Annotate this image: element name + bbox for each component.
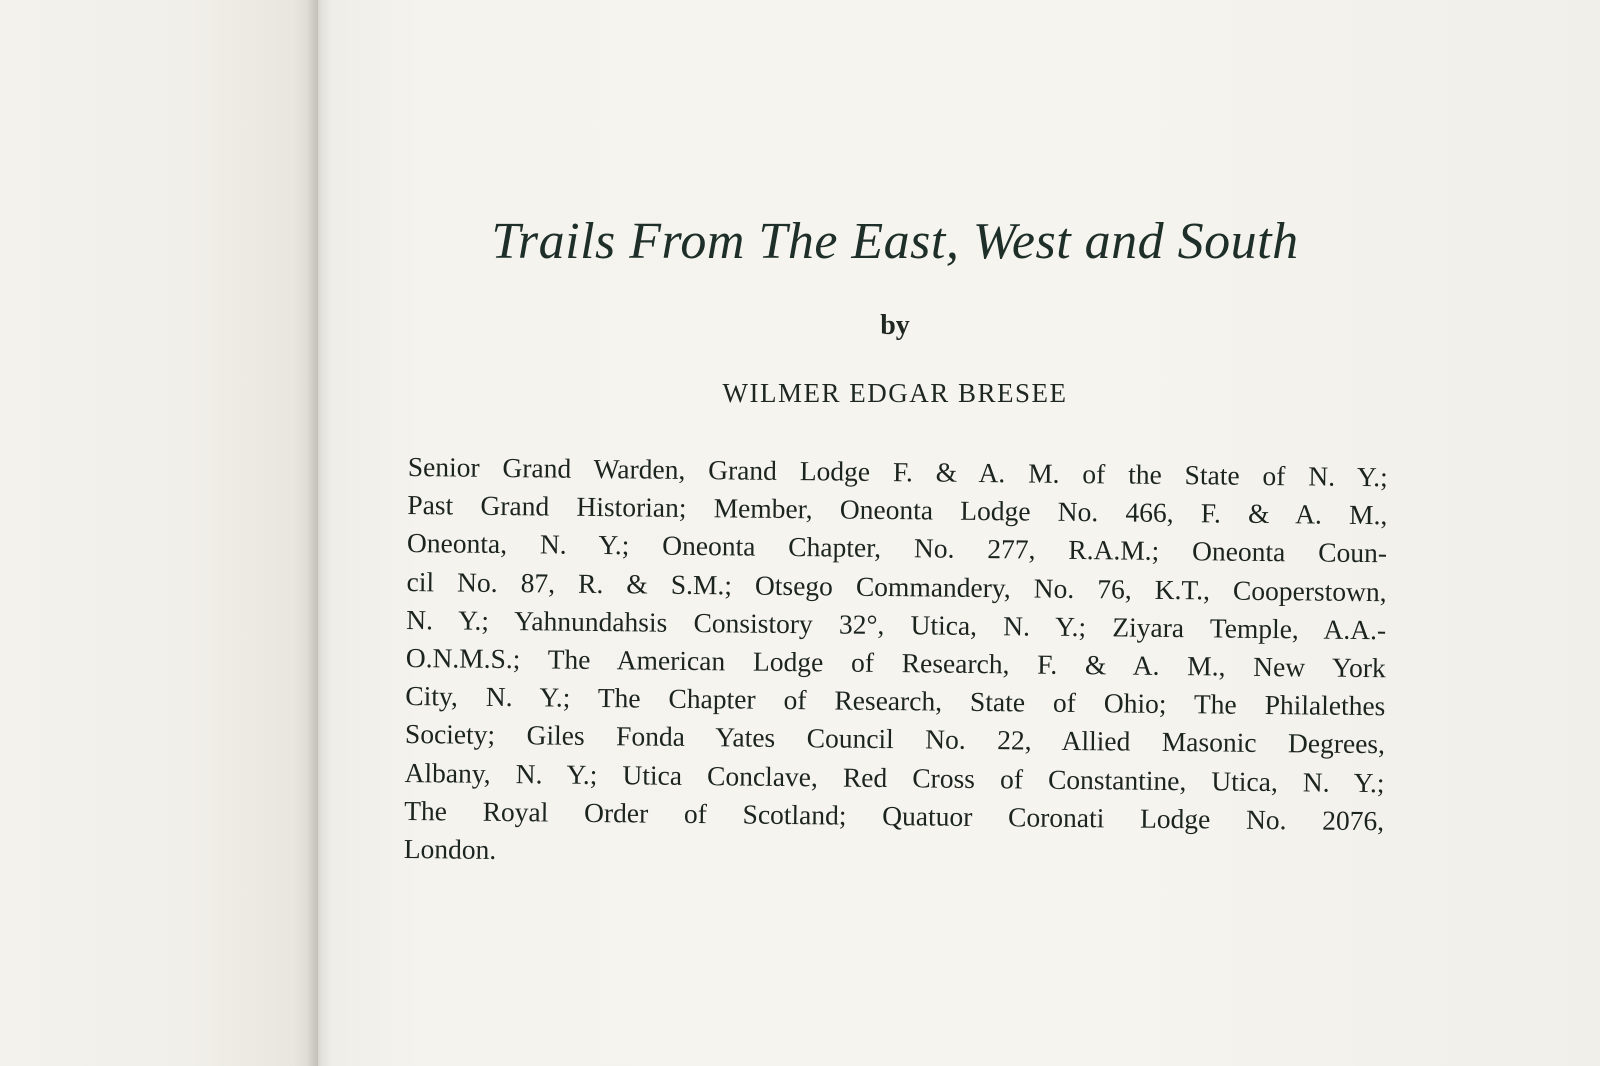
credentials-line: Oneonta, N. Y.; Oneonta Chapter, No. 277, R.A.M.; Oneonta Coun- <box>406 527 1388 569</box>
credentials-line: Senior Grand Warden, Grand Lodge F. & A. M. of the State of N. Y.; <box>407 450 1388 493</box>
credentials-line: City, N. Y.; The Chapter of Research, State of Ohio; The Philalethes <box>405 680 1386 722</box>
book-title: Trails From The East, West and South <box>491 213 1299 270</box>
credentials-line: The Royal Order of Scotland; Quatuor Coronati Lodge No. 2076, <box>404 794 1385 837</box>
credentials-line: Albany, N. Y.; Utica Conclave, Red Cross of Constantine, Utica, N. Y.; <box>404 756 1385 798</box>
credentials-line: O.N.M.S.; The American Lodge of Research, F. & A. M., New York <box>405 642 1386 684</box>
credentials-line: Past Grand Historian; Member, Oneonta Lodge No. 466, F. & A. M., <box>407 489 1388 531</box>
credentials-line: cil No. 87, R. & S.M.; Otsego Commandery, No. 76, K.T., Cooperstown, <box>406 565 1387 607</box>
credentials-line: London. <box>403 833 497 865</box>
left-page <box>0 0 318 1066</box>
credentials-line: Society; Giles Fonda Yates Council No. 22, Allied Masonic Degrees, <box>404 718 1386 760</box>
author-name: WILMER EDGAR BRESEE <box>722 378 1068 408</box>
credentials-line: N. Y.; Yahnundahsis Consistory 32°, Utica, N. Y.; Ziyara Temple, A.A.- <box>406 603 1387 646</box>
book-gutter <box>306 0 332 1066</box>
author-credentials <box>404 448 1388 878</box>
byline: by <box>880 310 910 341</box>
